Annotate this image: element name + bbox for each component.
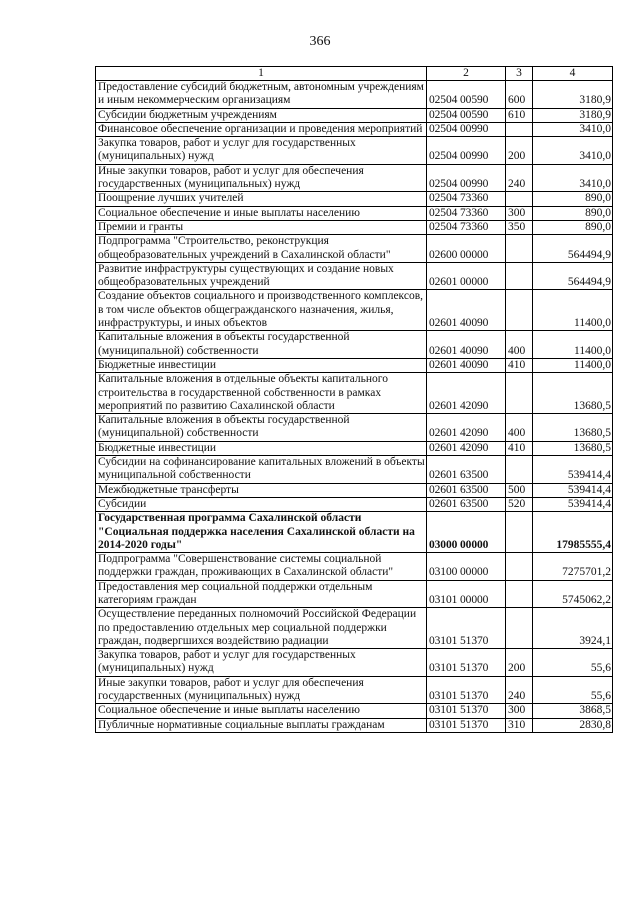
- row-amount-cell: 3410,0: [533, 122, 613, 136]
- row-amount-cell: 3924,1: [533, 608, 613, 649]
- row-type-cell: 300: [506, 704, 533, 718]
- row-amount-cell: 11400,0: [533, 331, 613, 359]
- row-name-cell: Осуществление переданных полномочий Российской Федерации по предоставлению отдельных мер социальной поддержки граждан, подвергшихся воздействию радиации: [96, 608, 427, 649]
- row-code-cell: 02504 00990: [427, 137, 506, 165]
- row-amount-cell: 3410,0: [533, 164, 613, 192]
- row-code-cell: 02601 40090: [427, 290, 506, 331]
- table-row: [96, 122, 613, 136]
- row-amount-cell: 539414,4: [533, 483, 613, 497]
- row-name-cell: Предоставления мер социальной поддержки отдельным категориям граждан: [96, 580, 427, 608]
- table-row: [96, 192, 613, 206]
- row-amount-cell: 55,6: [533, 649, 613, 677]
- row-type-cell: 310: [506, 718, 533, 732]
- row-type-cell: [506, 122, 533, 136]
- table-row: [96, 206, 613, 220]
- table-row: [96, 649, 613, 677]
- row-code-cell: 03100 00000: [427, 553, 506, 581]
- row-code-cell: 02601 42090: [427, 414, 506, 442]
- table-row: [96, 414, 613, 442]
- row-code-cell: 02504 00990: [427, 164, 506, 192]
- row-name-cell: Закупка товаров, работ и услуг для государственных (муниципальных) нужд: [96, 649, 427, 677]
- row-code-cell: 03101 51370: [427, 704, 506, 718]
- page-number: 366: [309, 34, 331, 49]
- row-name-cell: Капитальные вложения в объекты государственной (муниципальной) собственности: [96, 331, 427, 359]
- table-row: [96, 164, 613, 192]
- row-code-cell: 02504 00590: [427, 81, 506, 109]
- row-type-cell: [506, 456, 533, 484]
- table-row: [96, 676, 613, 704]
- row-code-cell: 02601 63500: [427, 497, 506, 511]
- table-row: [96, 512, 613, 553]
- table-row: [96, 718, 613, 732]
- table-row: [96, 290, 613, 331]
- row-code-cell: 03101 51370: [427, 649, 506, 677]
- row-name-cell: Предоставление субсидий бюджетным, автономным учреждениям и иным некоммерческим организациям: [96, 81, 427, 109]
- row-type-cell: 610: [506, 108, 533, 122]
- row-code-cell: 03000 00000: [427, 512, 506, 553]
- row-amount-cell: 17985555,4: [533, 512, 613, 553]
- row-name-cell: Социальное обеспечение и иные выплаты населению: [96, 704, 427, 718]
- row-type-cell: [506, 580, 533, 608]
- row-type-cell: [506, 373, 533, 414]
- table-row: [96, 137, 613, 165]
- row-name-cell: Субсидии на софинансирование капитальных вложений в объекты муниципальной собственности: [96, 456, 427, 484]
- row-code-cell: 03101 51370: [427, 718, 506, 732]
- row-amount-cell: 890,0: [533, 206, 613, 220]
- table-row: [96, 235, 613, 263]
- row-name-cell: Подпрограмма "Совершенствование системы социальной поддержки граждан, проживающих в Сахалинской области": [96, 553, 427, 581]
- row-type-cell: [506, 553, 533, 581]
- row-type-cell: 200: [506, 649, 533, 677]
- header-row: [96, 67, 613, 81]
- row-type-cell: [506, 512, 533, 553]
- row-amount-cell: 3868,5: [533, 704, 613, 718]
- row-amount-cell: 13680,5: [533, 373, 613, 414]
- row-code-cell: 02504 73360: [427, 192, 506, 206]
- row-type-cell: [506, 608, 533, 649]
- row-name-cell: Подпрограмма "Строительство, реконструкция общеобразовательных учреждений в Сахалинской области": [96, 235, 427, 263]
- table-row: [96, 262, 613, 290]
- row-amount-cell: 3410,0: [533, 137, 613, 165]
- row-type-cell: 400: [506, 414, 533, 442]
- table-row: [96, 553, 613, 581]
- row-amount-cell: 13680,5: [533, 441, 613, 455]
- row-code-cell: 02601 63500: [427, 456, 506, 484]
- table-row: [96, 580, 613, 608]
- row-name-cell: Премии и гранты: [96, 220, 427, 234]
- column-header-type: 3: [506, 67, 533, 81]
- row-type-cell: 350: [506, 220, 533, 234]
- row-code-cell: 02601 40090: [427, 358, 506, 372]
- row-code-cell: 03101 00000: [427, 580, 506, 608]
- row-amount-cell: 11400,0: [533, 358, 613, 372]
- row-name-cell: Развитие инфраструктуры существующих и создание новых общеобразовательных учреждений: [96, 262, 427, 290]
- row-amount-cell: 55,6: [533, 676, 613, 704]
- row-amount-cell: 7275701,2: [533, 553, 613, 581]
- row-name-cell: Субсидии: [96, 497, 427, 511]
- row-type-cell: 400: [506, 331, 533, 359]
- row-name-cell: Закупка товаров, работ и услуг для государственных (муниципальных) нужд: [96, 137, 427, 165]
- row-code-cell: 02601 42090: [427, 373, 506, 414]
- row-code-cell: 02504 73360: [427, 220, 506, 234]
- row-amount-cell: 3180,9: [533, 81, 613, 109]
- row-code-cell: 02600 00000: [427, 235, 506, 263]
- row-type-cell: 600: [506, 81, 533, 109]
- row-amount-cell: 564494,9: [533, 235, 613, 263]
- column-header-code: 2: [427, 67, 506, 81]
- table-row: [96, 81, 613, 109]
- row-name-cell: Финансовое обеспечение организации и проведения мероприятий: [96, 122, 427, 136]
- budget-table: [95, 66, 613, 733]
- row-name-cell: Иные закупки товаров, работ и услуг для обеспечения государственных (муниципальных) нужд: [96, 676, 427, 704]
- row-amount-cell: 539414,4: [533, 497, 613, 511]
- row-amount-cell: 564494,9: [533, 262, 613, 290]
- row-code-cell: 03101 51370: [427, 608, 506, 649]
- row-name-cell: Иные закупки товаров, работ и услуг для обеспечения государственных (муниципальных) нужд: [96, 164, 427, 192]
- row-amount-cell: 2830,8: [533, 718, 613, 732]
- row-name-cell: Капитальные вложения в объекты государственной (муниципальной) собственности: [96, 414, 427, 442]
- table-row: [96, 704, 613, 718]
- row-type-cell: 500: [506, 483, 533, 497]
- row-code-cell: 02601 40090: [427, 331, 506, 359]
- row-code-cell: 03101 51370: [427, 676, 506, 704]
- table-row: [96, 358, 613, 372]
- row-type-cell: 300: [506, 206, 533, 220]
- row-type-cell: 520: [506, 497, 533, 511]
- row-name-cell: Социальное обеспечение и иные выплаты населению: [96, 206, 427, 220]
- table-row: [96, 108, 613, 122]
- row-type-cell: 410: [506, 441, 533, 455]
- row-name-cell: Государственная программа Сахалинской области "Социальная поддержка населения Сахалинской области на 2014-2020 годы": [96, 512, 427, 553]
- table-row: [96, 483, 613, 497]
- row-type-cell: 200: [506, 137, 533, 165]
- column-header-name: 1: [96, 67, 427, 81]
- row-amount-cell: 539414,4: [533, 456, 613, 484]
- row-name-cell: Бюджетные инвестиции: [96, 441, 427, 455]
- row-code-cell: 02504 73360: [427, 206, 506, 220]
- row-code-cell: 02601 00000: [427, 262, 506, 290]
- row-code-cell: 02504 00590: [427, 108, 506, 122]
- row-amount-cell: 11400,0: [533, 290, 613, 331]
- row-code-cell: 02601 42090: [427, 441, 506, 455]
- row-name-cell: Поощрение лучших учителей: [96, 192, 427, 206]
- row-name-cell: Бюджетные инвестиции: [96, 358, 427, 372]
- row-amount-cell: 890,0: [533, 192, 613, 206]
- row-type-cell: [506, 290, 533, 331]
- table-row: [96, 456, 613, 484]
- row-type-cell: [506, 192, 533, 206]
- row-name-cell: Публичные нормативные социальные выплаты гражданам: [96, 718, 427, 732]
- table-row: [96, 220, 613, 234]
- row-amount-cell: 5745062,2: [533, 580, 613, 608]
- table-row: [96, 331, 613, 359]
- row-name-cell: Межбюджетные трансферты: [96, 483, 427, 497]
- row-name-cell: Капитальные вложения в отдельные объекты капитального строительства в государственной собственности в рамках мероприятий по развитию Сахалинской области: [96, 373, 427, 414]
- row-type-cell: [506, 235, 533, 263]
- row-amount-cell: 13680,5: [533, 414, 613, 442]
- row-code-cell: 02601 63500: [427, 483, 506, 497]
- table-body: [96, 67, 613, 733]
- row-code-cell: 02504 00990: [427, 122, 506, 136]
- row-type-cell: 240: [506, 676, 533, 704]
- table-row: [96, 608, 613, 649]
- row-type-cell: 240: [506, 164, 533, 192]
- table-row: [96, 373, 613, 414]
- row-type-cell: [506, 262, 533, 290]
- row-name-cell: Субсидии бюджетным учреждениям: [96, 108, 427, 122]
- column-header-amount: 4: [533, 67, 613, 81]
- row-amount-cell: 3180,9: [533, 108, 613, 122]
- row-type-cell: 410: [506, 358, 533, 372]
- table-row: [96, 441, 613, 455]
- row-name-cell: Создание объектов социального и производственного комплексов, в том числе объектов общегражданского назначения, жилья, инфраструктуры, и иных объектов: [96, 290, 427, 331]
- table-row: [96, 497, 613, 511]
- row-amount-cell: 890,0: [533, 220, 613, 234]
